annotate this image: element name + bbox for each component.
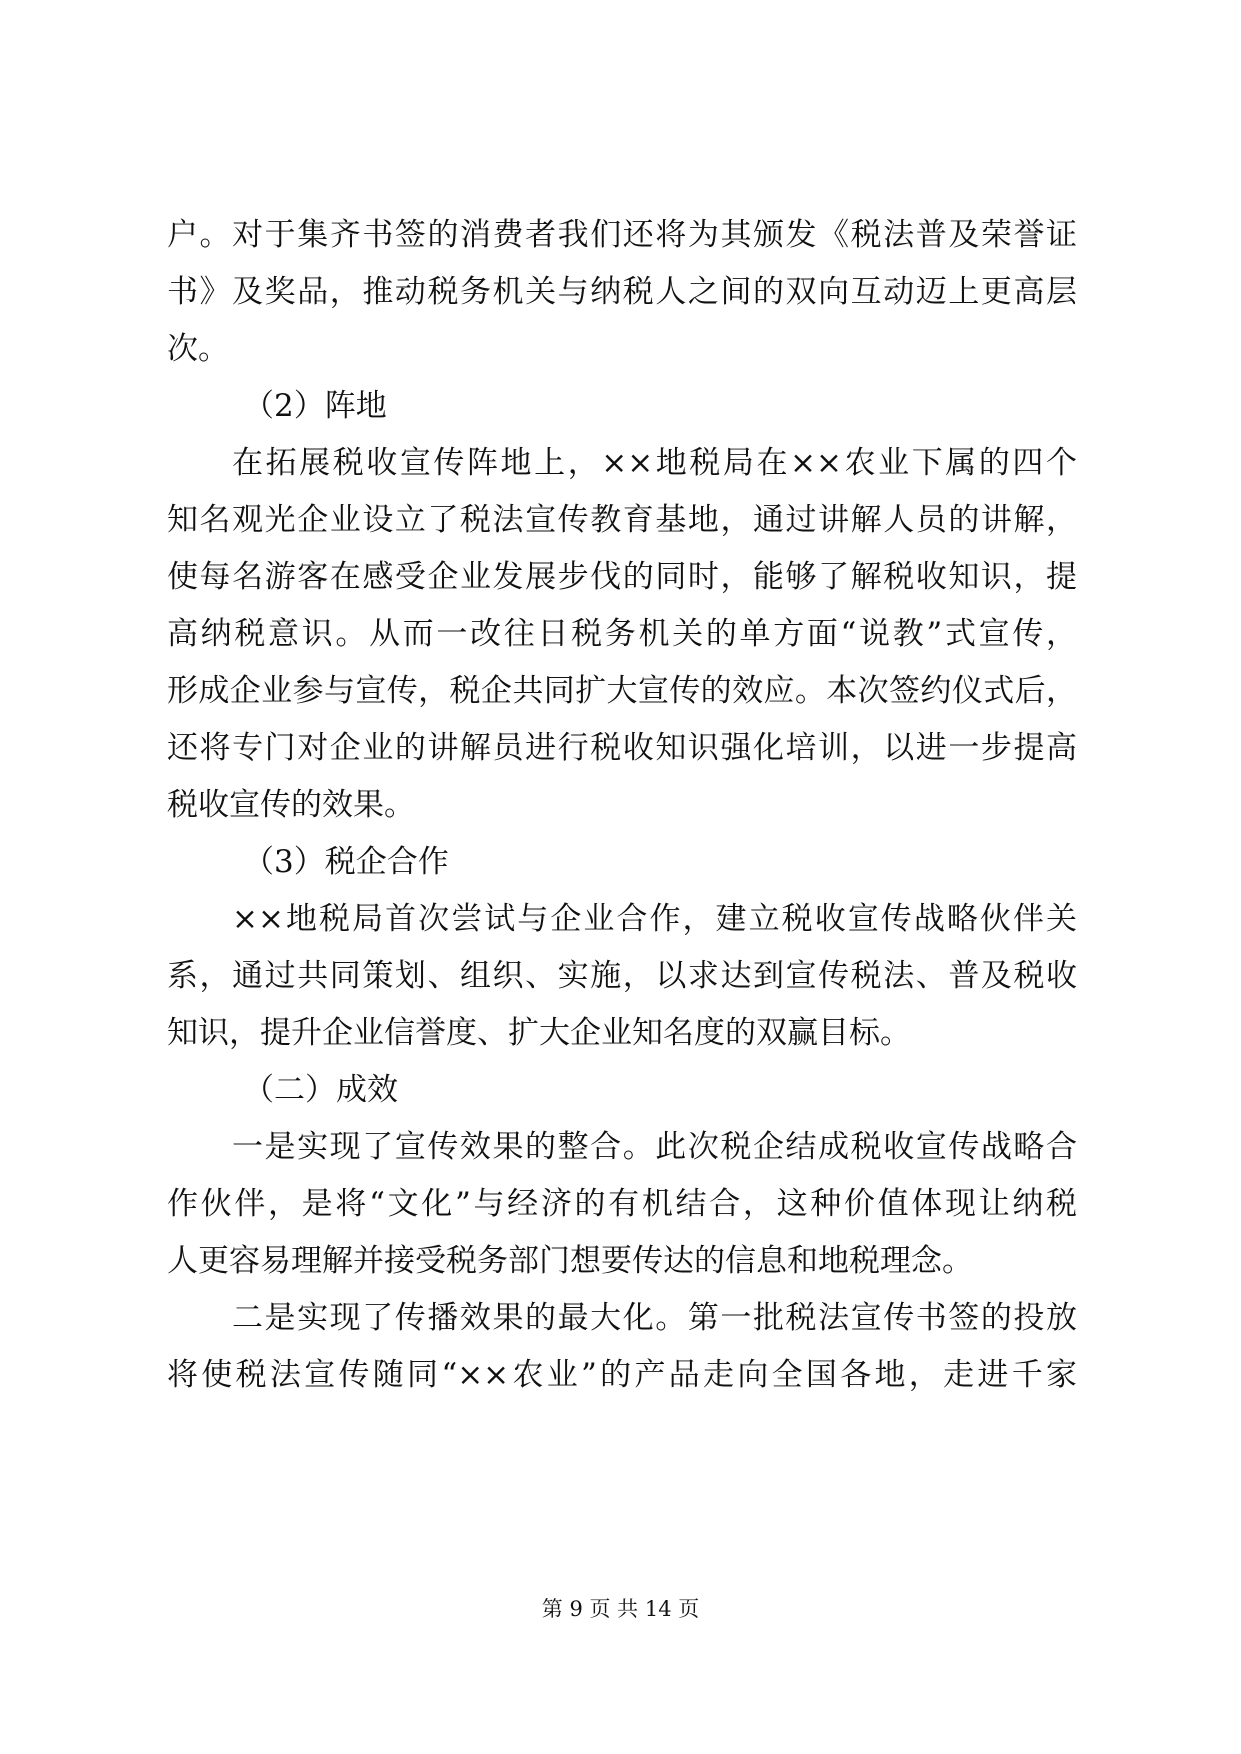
text-line: 人更容易理解并接受税务部门想要传达的信息和地税理念。 bbox=[167, 1243, 973, 1279]
text-line: 知名观光企业设立了税法宣传教育基地，通过讲解人员的讲解， bbox=[167, 502, 1077, 538]
text-line: 形成企业参与宣传，税企共同扩大宣传的效应。本次签约仪式后， bbox=[167, 673, 1077, 709]
text-line: 二是实现了传播效果的最大化。第一批税法宣传书签的投放 bbox=[232, 1300, 1077, 1336]
text-line: 使每名游客在感受企业发展步伐的同时，能够了解税收知识，提 bbox=[167, 559, 1077, 595]
text-line: 作伙伴，是将“文化”与经济的有机结合，这种价值体现让纳税 bbox=[167, 1186, 1077, 1222]
text-line: 书》及奖品，推动税务机关与纳税人之间的双向互动迈上更高层 bbox=[167, 274, 1077, 310]
text-line: ××地税局首次尝试与企业合作，建立税收宣传战略伙伴关 bbox=[232, 901, 1077, 937]
text-line: 系，通过共同策划、组织、实施，以求达到宣传税法、普及税收 bbox=[167, 958, 1077, 994]
text-line: 户。对于集齐书签的消费者我们还将为其颁发《税法普及荣誉证 bbox=[167, 217, 1077, 253]
text-line: 税收宣传的效果。 bbox=[167, 787, 415, 823]
section-heading: （二）成效 bbox=[243, 1072, 398, 1108]
text-line: 在拓展税收宣传阵地上，××地税局在××农业下属的四个 bbox=[232, 445, 1077, 481]
text-line: 还将专门对企业的讲解员进行税收知识强化培训，以进一步提高 bbox=[167, 730, 1077, 766]
page-footer: 第 9 页 共 14 页 bbox=[541, 1597, 700, 1621]
text-line: 高纳税意识。从而一改往日税务机关的单方面“说教”式宣传， bbox=[167, 616, 1077, 652]
text-line: 次。 bbox=[167, 331, 229, 367]
text-line: 知识，提升企业信誉度、扩大企业知名度的双赢目标。 bbox=[167, 1015, 911, 1051]
text-line: 一是实现了宣传效果的整合。此次税企结成税收宣传战略合 bbox=[232, 1129, 1077, 1165]
section-heading: （3）税企合作 bbox=[243, 844, 449, 880]
section-heading: （2）阵地 bbox=[243, 388, 387, 424]
text-line: 将使税法宣传随同“××农业”的产品走向全国各地，走进千家 bbox=[167, 1357, 1077, 1393]
